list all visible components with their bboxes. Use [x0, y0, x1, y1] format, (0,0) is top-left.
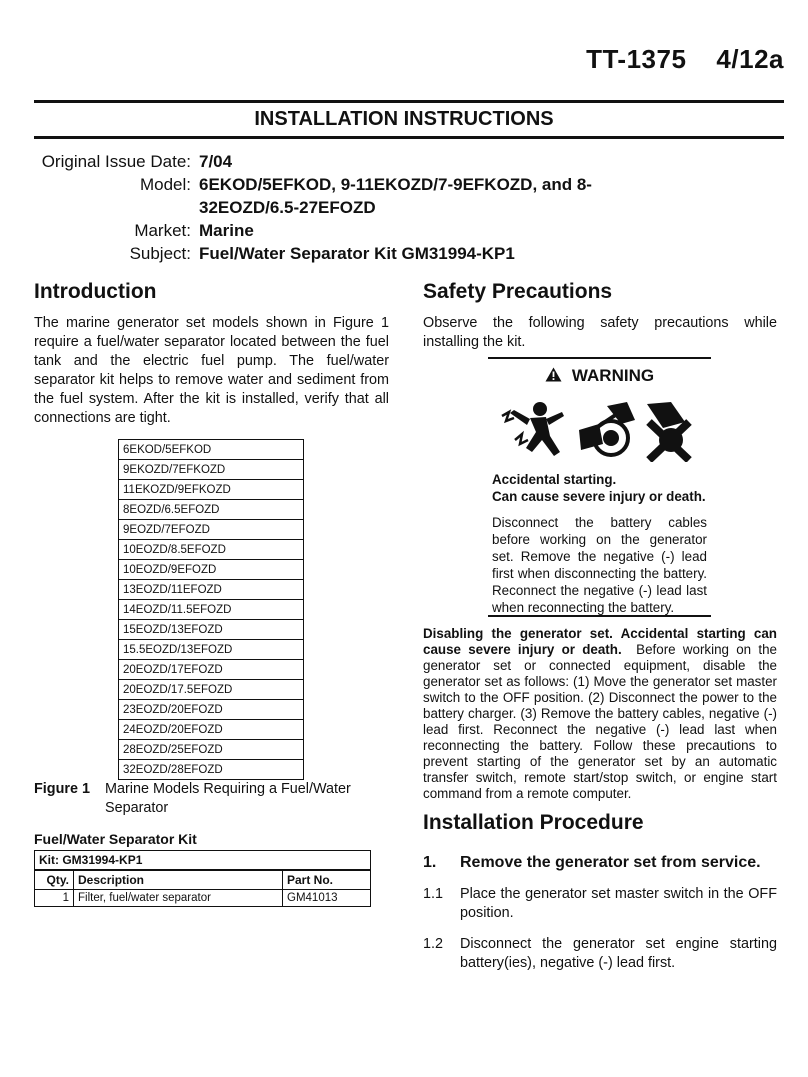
model-cell: 20EOZD/17.5EFOZD: [119, 680, 304, 700]
meta-label: Original Issue Date:: [41, 152, 191, 171]
col-part-no: Part No.: [283, 870, 371, 890]
table-row: [119, 460, 304, 480]
model-cell: 10EOZD/8.5EFOZD: [119, 540, 304, 560]
step-number: 1.2: [423, 936, 444, 952]
kit-header: Kit: GM31994-KP1: [35, 851, 371, 871]
figure-label: Figure 1: [34, 781, 90, 797]
warning-rule-bottom: [488, 615, 711, 617]
table-row: [119, 580, 304, 600]
model-cell: 6EKOD/5EFKOD: [119, 440, 304, 460]
model-cell: 14EOZD/11.5EFOZD: [119, 600, 304, 620]
col-qty: Qty.: [35, 870, 74, 890]
cell-qty: 1: [35, 890, 74, 907]
model-cell: 10EOZD/9EFOZD: [119, 560, 304, 580]
electric-shock-hazard-icon: [500, 400, 572, 462]
meta-issue-date: [34, 150, 619, 173]
page-title: INSTALLATION INSTRUCTIONS: [254, 108, 554, 130]
table-row: [119, 700, 304, 720]
model-cell: 9EKOZD/7EFKOZD: [119, 460, 304, 480]
model-cell: 23EOZD/20EFOZD: [119, 700, 304, 720]
step-number: 1.1: [423, 886, 444, 902]
meta-label: Model:: [139, 175, 191, 194]
no-operation-prohibited-icon: [641, 400, 699, 462]
table-row: [119, 620, 304, 640]
meta-value: 6EKOD/5EFKOD, 9-11EKOZD/7-9EFKOZD, and 8-32EOZD/6.5-27EFOZD: [199, 175, 592, 217]
moving-parts-hazard-icon: [577, 400, 639, 460]
kit-column-headers: [35, 870, 371, 890]
figure-caption-text: Marine Models Requiring a Fuel/Water Separator: [105, 781, 351, 816]
step-text: Disconnect the generator set engine starting battery(ies), negative (-) lead first.: [460, 936, 777, 971]
meta-label: Subject:: [129, 244, 191, 263]
introduction-text: The marine generator set models shown in Figure 1 require a fuel/water separator located between the fuel tank and the electric fuel pump. The fuel/water separator kit helps to remove water and sediment from the fuel system. After the kit is installed, verify that all connections are tight.: [34, 315, 389, 426]
warning-hazard: [492, 471, 712, 505]
meta-value: 7/04: [199, 152, 233, 171]
document-meta: [34, 150, 619, 265]
warning-triangle-icon: [545, 367, 562, 382]
table-row: [119, 500, 304, 520]
table-row: [119, 660, 304, 680]
introduction-heading: Introduction: [34, 280, 157, 303]
model-cell: 11EKOZD/9EFKOZD: [119, 480, 304, 500]
disabling-paragraph: [423, 626, 777, 802]
table-row: [119, 720, 304, 740]
meta-subject: [34, 242, 619, 265]
table-row: [119, 600, 304, 620]
model-cell: 24EOZD/20EFOZD: [119, 720, 304, 740]
meta-market: [34, 219, 619, 242]
meta-value: Marine: [199, 221, 254, 240]
procedure-heading: Installation Procedure: [423, 811, 644, 834]
doc-number: TT-1375: [586, 44, 687, 74]
models-table: [118, 439, 304, 780]
step-number: 1.: [423, 854, 437, 871]
warning-hazard-consequence: Can cause severe injury or death.: [492, 489, 706, 504]
table-row: [119, 640, 304, 660]
model-cell: 32EOZD/28EFOZD: [119, 760, 304, 780]
warning-title-row: [488, 366, 711, 386]
procedure-step: [423, 885, 777, 923]
step-text: Place the generator set master switch in the OFF position.: [460, 886, 777, 921]
cell-description: Filter, fuel/water separator: [74, 890, 283, 907]
model-cell: 20EOZD/17EFOZD: [119, 660, 304, 680]
table-row: [35, 890, 371, 907]
warning-header: [488, 366, 711, 386]
col-description: Description: [74, 870, 283, 890]
model-cell: 13EOZD/11EFOZD: [119, 580, 304, 600]
model-cell: 15.5EOZD/13EFOZD: [119, 640, 304, 660]
meta-label: Market:: [134, 221, 191, 240]
warning-rule-top: [488, 357, 711, 359]
disabling-title: Disabling the generator set. Accidental starting can cause severe injury or death.: [423, 626, 777, 657]
table-row: [119, 740, 304, 760]
safety-heading: Safety Precautions: [423, 280, 613, 303]
model-cell: 8EOZD/6.5EFOZD: [119, 500, 304, 520]
procedure-step: [423, 853, 777, 872]
meta-value: Fuel/Water Separator Kit GM31994-KP1: [199, 244, 515, 263]
kit-header-row: [35, 851, 371, 871]
table-row: [119, 440, 304, 460]
table-row: [119, 540, 304, 560]
header-rule-bottom: [34, 136, 784, 139]
warning-hazard-title: Accidental starting.: [492, 472, 617, 487]
header-rule-top: [34, 100, 784, 103]
table-row: [119, 560, 304, 580]
kit-table: [34, 850, 371, 907]
cell-part-no: GM41013: [283, 890, 371, 907]
document-id: [586, 44, 784, 75]
safety-intro: Observe the following safety precautions while installing the kit.: [423, 315, 777, 350]
doc-revision: 4/12a: [716, 44, 784, 74]
procedure-step: [423, 935, 777, 973]
table-row: [119, 680, 304, 700]
table-row: [119, 520, 304, 540]
model-cell: 15EOZD/13EFOZD: [119, 620, 304, 640]
meta-model: [34, 173, 619, 219]
table-row: [119, 480, 304, 500]
model-cell: 28EOZD/25EFOZD: [119, 740, 304, 760]
warning-instructions: Disconnect the battery cables before working on the generator set. Remove the negative (-) lead first when disconnecting the battery. Reconnect the negative (-) lead last when reconnecting the battery.: [492, 515, 707, 615]
table-row: [119, 760, 304, 780]
kit-title: Fuel/Water Separator Kit: [34, 831, 197, 847]
warning-title: WARNING: [571, 366, 655, 385]
disabling-text: Before working on the generator set or connected equipment, disable the generator set as follows: (1) Move the generator set master switch to the OFF position. (2) Disconnect the power to the battery charger. (3) Remove the battery cables, negative (-) lead first. Reconnect the negative (-) lead last when reconnecting the battery. Follow these precautions to prevent starting of the generator set by an automatic transfer switch, remote start/stop switch, or engine start command from a remote computer.: [423, 642, 777, 801]
figure-1-caption: [34, 780, 389, 818]
step-text: Remove the generator set from service.: [460, 854, 761, 871]
model-cell: 9EOZD/7EFOZD: [119, 520, 304, 540]
